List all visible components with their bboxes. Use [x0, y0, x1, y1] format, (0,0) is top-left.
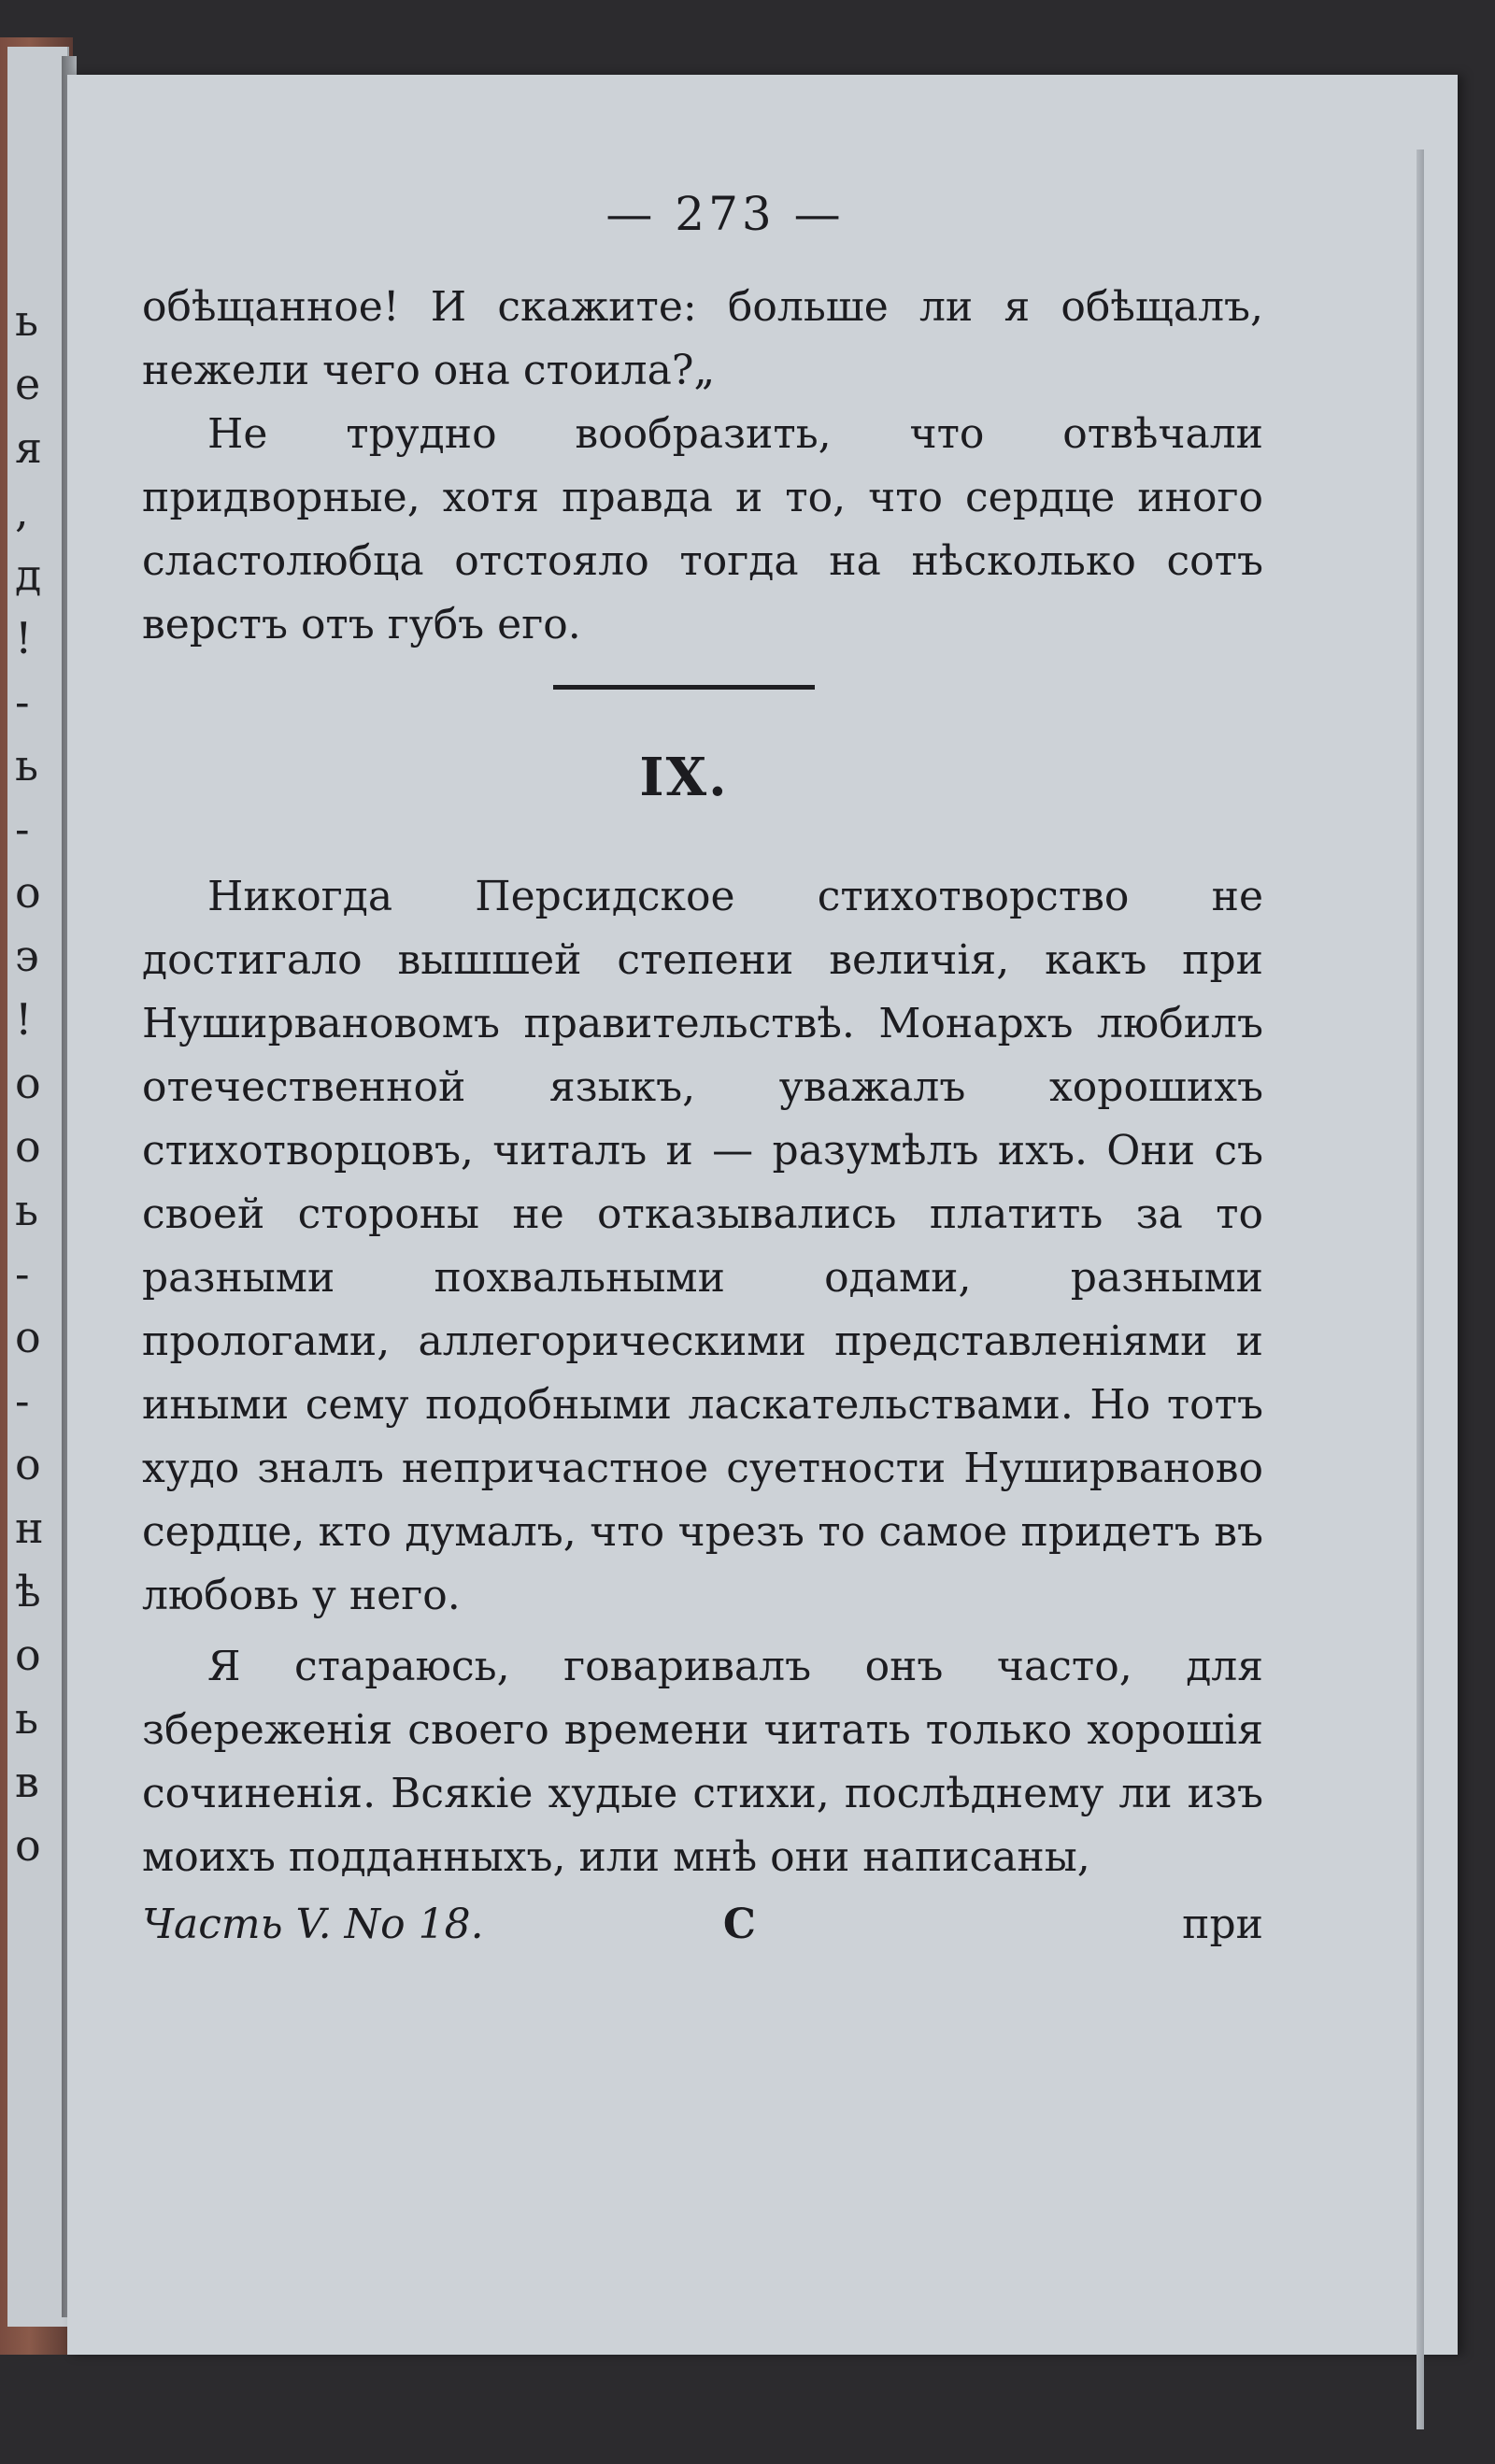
- left-page-fragment: о: [15, 1121, 41, 1172]
- left-page-fragment: о: [15, 1058, 41, 1108]
- sheet-signature-mark: С: [722, 1901, 756, 1948]
- page-number: — 273 —: [605, 187, 845, 241]
- page-footer: [142, 1893, 1263, 1957]
- left-page-fragment: в: [15, 1757, 39, 1807]
- section-heading: IX.: [639, 747, 729, 808]
- left-page-fragment: ь: [15, 740, 39, 790]
- left-page-fragment: ,: [15, 486, 29, 536]
- left-page-fragment: -: [15, 677, 30, 727]
- section-divider-rule: [553, 685, 815, 690]
- left-page-fragment: о: [15, 1439, 41, 1489]
- left-page-fragment: ѣ: [15, 1566, 41, 1617]
- paragraph: Не трудно вообразить, что отвѣчали придворные, хотя правда и то, что сердце иного сластолюбца отстояло тогда на нѣсколько сотъ верстъ отъ губъ его.: [142, 410, 1263, 648]
- left-page-fragment: о: [15, 1630, 41, 1680]
- left-page-fragment: -: [15, 1375, 30, 1426]
- left-page-fragment: ь: [15, 295, 39, 346]
- volume-signature: Часть V. No 18.: [142, 1901, 484, 1948]
- left-page-fragment: о: [15, 1820, 41, 1871]
- paragraph: Никогда Персидское стихотворство не достигало вышшей степени величія, какъ при Нуширвановомъ правительствѣ. Монархъ любилъ отечественной языкъ, уважалъ хорошихъ стихотворцовъ, читалъ и — разумѣлъ ихъ. Они съ своей стороны не отказывались платить за то разными похвальными одами, разными прологами, аллегорическими представленіями и иными сему подобными ласкательствами. Но тотъ худо зналъ непричастное суетности Нуширваново сердце, кто думалъ, что чрезъ то самое придетъ въ любовь у него.: [142, 873, 1263, 1619]
- right-page: [67, 75, 1458, 2355]
- left-page-fragment: д: [15, 549, 42, 600]
- page-text: [142, 276, 1263, 1957]
- left-page-fragment: о: [15, 867, 41, 918]
- left-page-fragment: !: [15, 994, 33, 1045]
- left-page-fragment: о: [15, 1312, 41, 1362]
- paragraph: Я стараюсь, говаривалъ онъ часто, для збереженія своего времени читать только хорошія сочиненія. Всякіе худые стихи, послѣднему ли изъ моихъ подданныхъ, или мнѣ они написаны,: [142, 1643, 1263, 1881]
- left-page-fragment: е: [15, 359, 41, 409]
- left-page-fragment: -: [15, 1248, 30, 1299]
- left-page-fragment: ь: [15, 1693, 39, 1744]
- paragraph-continued: обѣщанное! И скажите: больше ли я обѣщалъ, нежели чего она стоила?„: [142, 283, 1263, 394]
- left-page-fragment: -: [15, 804, 30, 854]
- left-page-fragment: !: [15, 613, 33, 663]
- left-page-fragment: н: [15, 1503, 44, 1553]
- page-edge: [1417, 150, 1424, 2429]
- left-page-fragment: ь: [15, 1185, 39, 1235]
- catchword: при: [1182, 1901, 1263, 1948]
- left-page-strip: [7, 47, 69, 2327]
- left-page-fragment: э: [15, 931, 39, 981]
- left-page-fragment: я: [15, 422, 43, 473]
